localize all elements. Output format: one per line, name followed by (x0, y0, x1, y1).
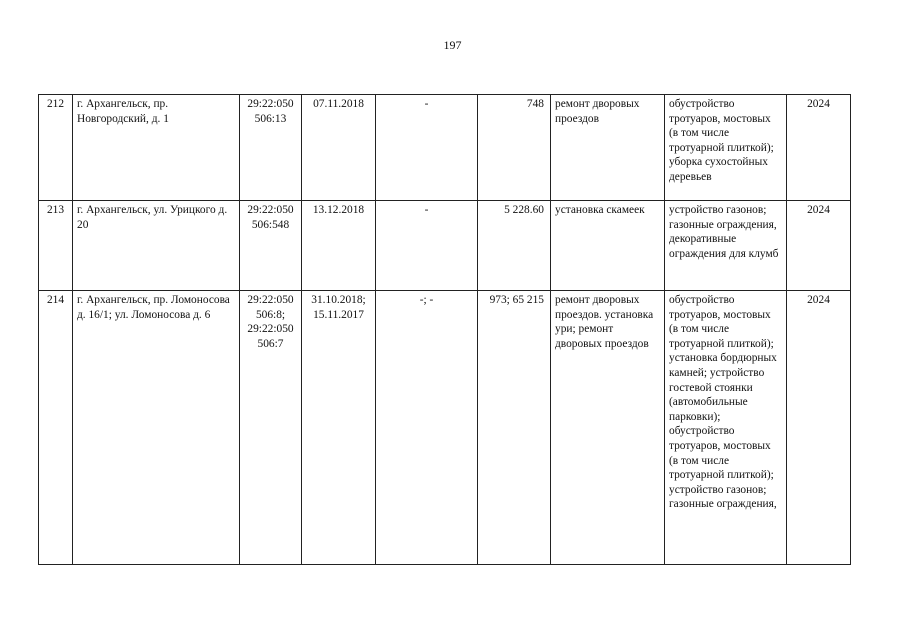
page-number: 197 (443, 38, 462, 52)
date-cell: 07.11.2018 (302, 95, 376, 201)
date-cell: 31.10.2018; 15.11.2017 (302, 291, 376, 565)
row-number-cell: 214 (39, 291, 73, 565)
area-cell: 748 (478, 95, 551, 201)
row-number-cell: 212 (39, 95, 73, 201)
works-planned-cell: обустройство тротуаров, мостовых (в том числе тротуарной плиткой); уборка сухостойных деревьев (665, 95, 787, 201)
address-cell: г. Архангельск, пр. Ломоносова д. 16/1; ул. Ломоносова д. 6 (73, 291, 240, 565)
document-cell: - (376, 201, 478, 291)
address-cell: г. Архангельск, ул. Урицкого д. 20 (73, 201, 240, 291)
registry-table (38, 94, 851, 565)
works-done-cell: ремонт дворовых проездов. установка ури; ремонт дворовых проездов (551, 291, 665, 565)
year-cell: 2024 (787, 291, 851, 565)
cadastral-number-cell: 29:22:050 506:13 (240, 95, 302, 201)
works-done-cell: ремонт дворовых проездов (551, 95, 665, 201)
works-planned-cell: устройство газонов; газонные ограждения, декоративные ограждения для клумб (665, 201, 787, 291)
date-cell: 13.12.2018 (302, 201, 376, 291)
year-cell: 2024 (787, 95, 851, 201)
works-done-cell: установка скамеек (551, 201, 665, 291)
document-cell: - (376, 95, 478, 201)
area-cell: 5 228.60 (478, 201, 551, 291)
table-row (39, 291, 851, 565)
works-planned-cell: обустройство тротуаров, мостовых (в том числе тротуарной плиткой); установка бордюрных камней; устройство гостевой стоянки (автомобильные парковки); обустройство тротуаров, мостовых (в том числе тротуарной плиткой); устройство газонов; газонные ограждения, (665, 291, 787, 565)
address-cell: г. Архангельск, пр. Новгородский, д. 1 (73, 95, 240, 201)
cadastral-number-cell: 29:22:050 506:8; 29:22:050 506:7 (240, 291, 302, 565)
table-row (39, 95, 851, 201)
cadastral-number-cell: 29:22:050 506:548 (240, 201, 302, 291)
row-number-cell: 213 (39, 201, 73, 291)
area-cell: 973; 65 215 (478, 291, 551, 565)
year-cell: 2024 (787, 201, 851, 291)
table-row (39, 201, 851, 291)
document-cell: -; - (376, 291, 478, 565)
